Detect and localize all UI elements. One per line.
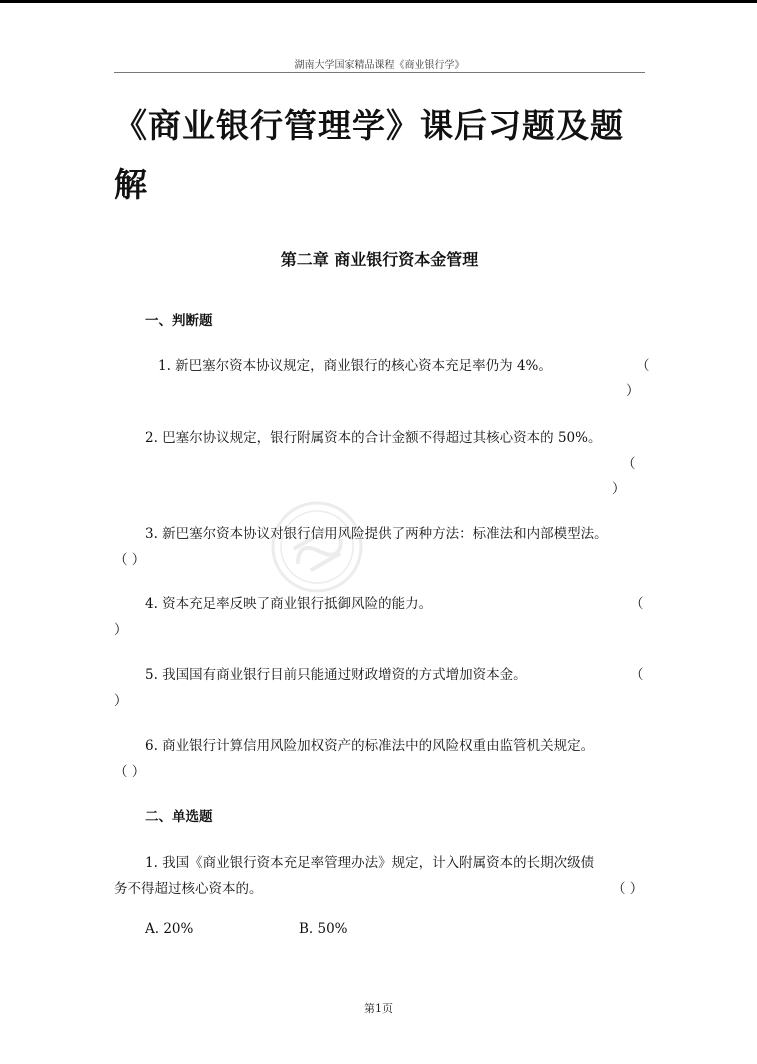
judge-item-5-close-paren: ） [114, 693, 128, 709]
single-item-1-line-1: 1. 我国《商业银行资本充足率管理办法》规定，计入附属资本的长期次级债 [145, 855, 595, 871]
judge-item-6-paren: （ ） [114, 764, 146, 780]
judge-item-5-text: 5. 我国国有商业银行目前只能通过财政增资的方式增加资本金。 [145, 667, 527, 683]
judge-item-1-open-paren: （ [636, 358, 650, 374]
judge-item-6-text: 6. 商业银行计算信用风险加权资产的标准法中的风险权重由监管机关规定。 [145, 738, 595, 754]
judge-item-1-close-paren: ） [626, 383, 640, 399]
title-line-2: 解 [114, 165, 148, 204]
judge-item-2-close-paren: ） [612, 481, 626, 497]
judge-item-3-paren: （ ） [114, 552, 146, 568]
top-border [0, 0, 757, 3]
document-title [114, 96, 654, 214]
judge-item-2-open-paren: （ [622, 456, 636, 472]
single-item-1-paren: （ ） [612, 881, 644, 897]
header-divider [114, 72, 645, 73]
judge-item-2-text: 2. 巴塞尔协议规定，银行附属资本的合计金额不得超过其核心资本的 50%。 [145, 430, 602, 446]
judge-item-3-text: 3. 新巴塞尔资本协议对银行信用风险提供了两种方法：标准法和内部模型法。 [145, 526, 608, 542]
judge-item-5-open-paren: （ [630, 667, 644, 683]
running-header: 湖南大学国家精品课程《商业银行学》 [294, 60, 465, 71]
page-number: 第1页 [364, 1002, 393, 1015]
single-item-1-option-b: B. 50% [299, 921, 348, 937]
judge-item-4-text: 4. 资本充足率反映了商业银行抵御风险的能力。 [145, 596, 433, 612]
chapter-heading: 第二章 商业银行资本金管理 [280, 250, 479, 269]
judge-item-1-text: 1. 新巴塞尔资本协议规定，商业银行的核心资本充足率仍为 4%。 [158, 358, 552, 374]
single-item-1-option-a: A. 20% [145, 921, 194, 937]
judge-item-4-open-paren: （ [630, 596, 644, 612]
title-line-1: 《商业银行管理学》课后习题及题 [114, 106, 624, 145]
section-heading-single: 二、单选题 [145, 809, 213, 825]
judge-item-4-close-paren: ） [114, 622, 128, 638]
seal-stamp-icon [262, 492, 372, 602]
single-item-1-line-2: 务不得超过核心资本的。 [114, 881, 263, 897]
section-heading-judge: 一、判断题 [145, 313, 213, 329]
